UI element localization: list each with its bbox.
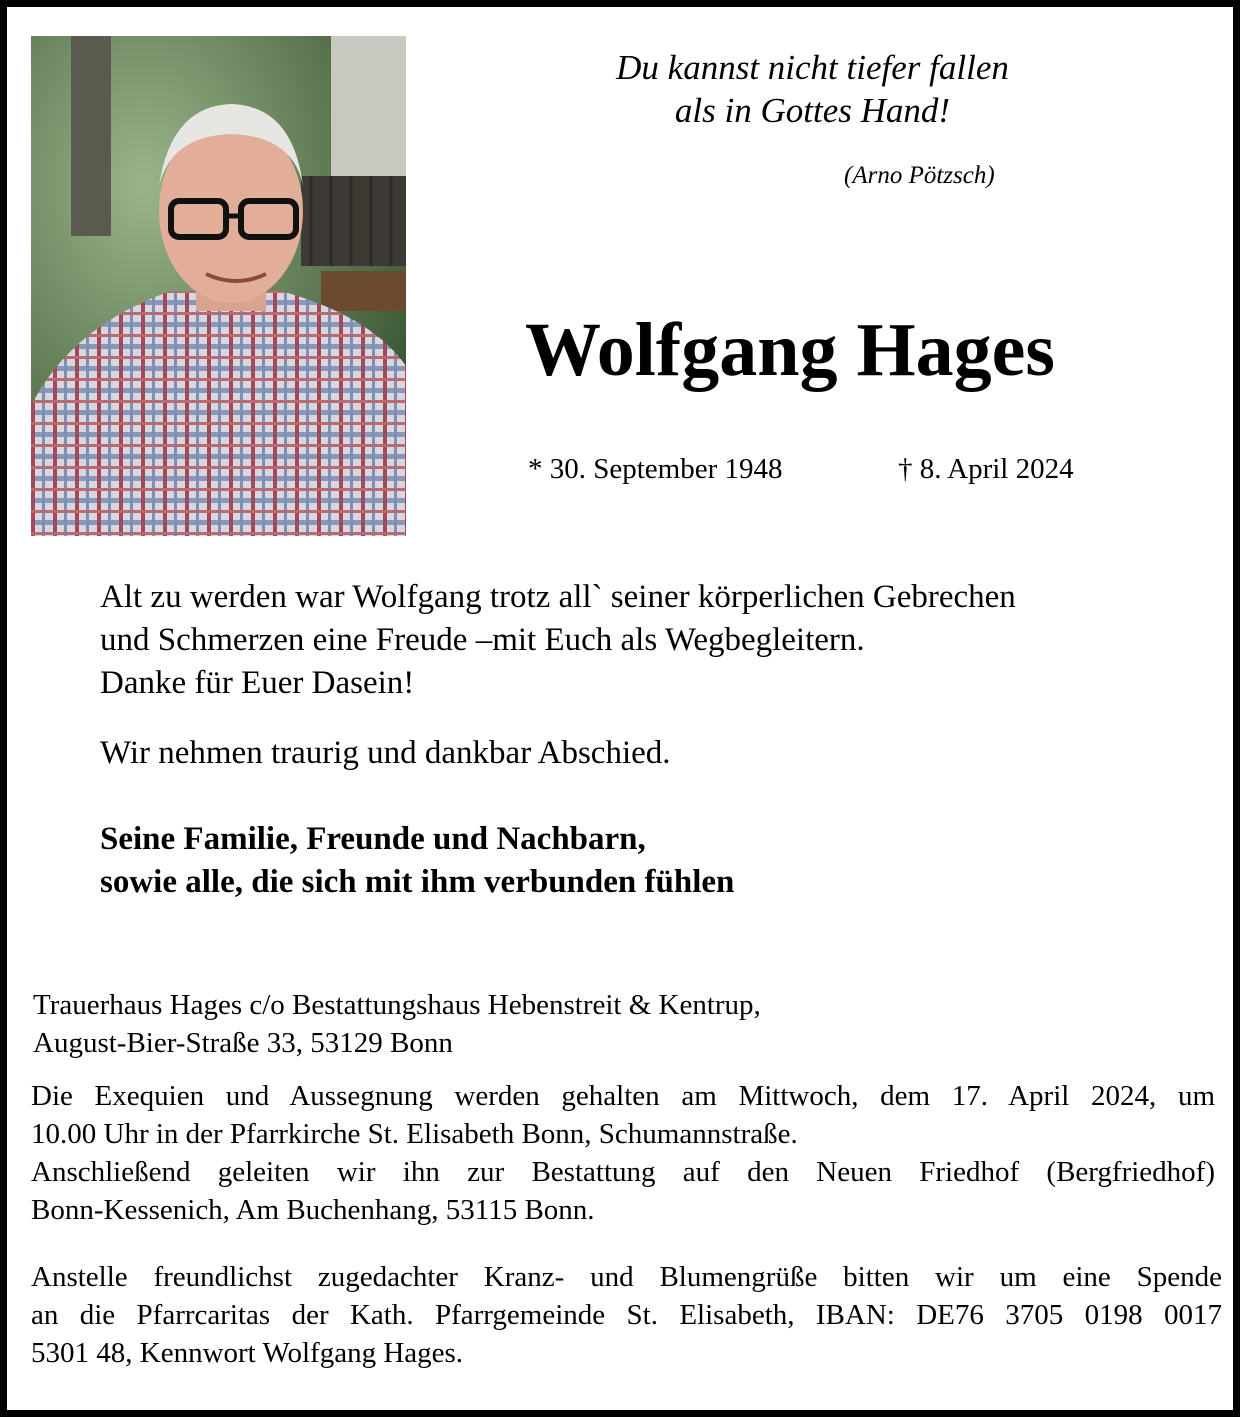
- death-date: † 8. April 2024: [898, 453, 1074, 485]
- quote-line-2: als in Gottes Hand!: [674, 91, 951, 130]
- family-line-2: sowie alle, die sich mit ihm verbunden fühlen: [100, 864, 735, 900]
- service-line-1: Die Exequien und Aussegnung werden gehalten am Mittwoch, dem 17. April 2024, um: [31, 1080, 1215, 1112]
- address-line-2: August-Bier-Straße 33, 53129 Bonn: [33, 1027, 453, 1059]
- family-line-1: Seine Familie, Freunde und Nachbarn,: [100, 821, 646, 857]
- portrait-photo: [31, 36, 406, 536]
- message-line-1: Alt zu werden war Wolfgang trotz all` seiner körperlichen Gebrechen: [100, 579, 1016, 615]
- address-line-1: Trauerhaus Hages c/o Bestattungshaus Hebenstreit & Kentrup,: [33, 989, 761, 1021]
- quote-line-1: Du kannst nicht tiefer fallen: [616, 48, 1009, 87]
- service-line-2: 10.00 Uhr in der Pfarrkirche St. Elisabeth Bonn, Schumannstraße.: [31, 1118, 798, 1150]
- donation-line-1: Anstelle freundlichst zugedachter Kranz- und Blumengrüße bitten wir um eine Spende: [31, 1261, 1222, 1293]
- birth-date: * 30. September 1948: [528, 453, 783, 485]
- service-line-3: Anschließend geleiten wir ihn zur Bestattung auf den Neuen Friedhof (Bergfriedhof): [31, 1156, 1215, 1188]
- message-line-3: Danke für Euer Dasein!: [100, 665, 415, 701]
- message-line-2: und Schmerzen eine Freude –mit Euch als Wegbegleitern.: [100, 622, 865, 658]
- donation-line-2: an die Pfarrcaritas der Kath. Pfarrgemeinde St. Elisabeth, IBAN: DE76 3705 0198 0017: [31, 1299, 1222, 1331]
- farewell-line: Wir nehmen traurig und dankbar Abschied.: [100, 735, 671, 771]
- quote-author: (Arno Pötzsch): [844, 162, 995, 189]
- service-line-4: Bonn-Kessenich, Am Buchenhang, 53115 Bonn.: [31, 1194, 595, 1226]
- donation-line-3: 5301 48, Kennwort Wolfgang Hages.: [31, 1337, 464, 1369]
- deceased-name: Wolfgang Hages: [525, 308, 1055, 392]
